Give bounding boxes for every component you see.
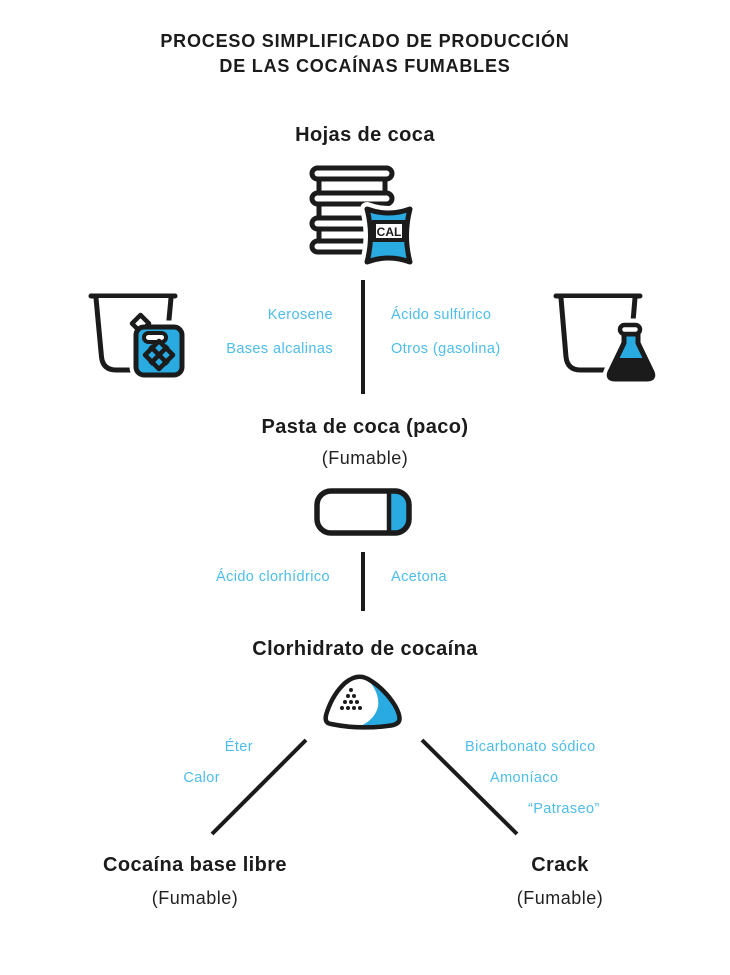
stage-label-hojas-de-coca: Hojas de coca: [295, 124, 435, 146]
stage-block-cocaina-base-libre: [58, 854, 332, 909]
jerrycan-icon: [132, 315, 182, 375]
flow-line-left-diagonal: [208, 737, 310, 837]
stage-label-pasta-de-coca: Pasta de coca (paco): [261, 416, 469, 438]
reagent-label: Ácido sulfúrico: [391, 307, 492, 323]
stage-label-clorhidrato: Clorhidrato de cocaína: [252, 638, 478, 660]
reagent-label: Acetona: [391, 569, 448, 585]
page-title-line1: PROCESO SIMPLIFICADO DE PRODUCCIÓN: [160, 31, 570, 51]
stage-sublabel-fumable: (Fumable): [151, 888, 239, 908]
stage-sublabel-fumable: (Fumable): [516, 888, 604, 908]
flow-line-1: [361, 280, 365, 394]
cal-sack-icon: [367, 209, 410, 262]
reagent-label: Kerosene: [267, 307, 333, 323]
reagent-label: Bicarbonato sódico: [465, 739, 596, 755]
stage-label-cocaina-base-libre: Cocaína base libre: [103, 854, 287, 876]
stage-sublabel-fumable: (Fumable): [321, 448, 409, 468]
reagent-label: Calor: [183, 770, 220, 786]
reagent-label: Otros (gasolina): [391, 341, 501, 357]
flow-line-2: [361, 552, 365, 611]
stage-label-crack: Crack: [531, 854, 589, 876]
coca-paste-bar-icon: [313, 487, 413, 537]
page-title-line2: DE LAS COCAÍNAS FUMABLES: [219, 56, 511, 76]
reagent-label: Ácido clorhídrico: [216, 569, 330, 585]
bucket-and-flask-icon: [544, 287, 659, 387]
stage-block-crack: [425, 854, 695, 909]
reagent-label: Amoníaco: [490, 770, 559, 786]
barrel-and-cal-sack-icon: [307, 162, 419, 266]
bucket-and-jerrycan-icon: [87, 287, 202, 387]
reagent-label: “Patraseo”: [528, 801, 600, 817]
reagent-label: Éter: [224, 739, 253, 755]
cal-sack-text: CAL: [376, 225, 402, 239]
powder-mound-icon: [322, 671, 404, 731]
reagent-label: Bases alcalinas: [226, 341, 333, 357]
flask-icon: [609, 325, 653, 379]
